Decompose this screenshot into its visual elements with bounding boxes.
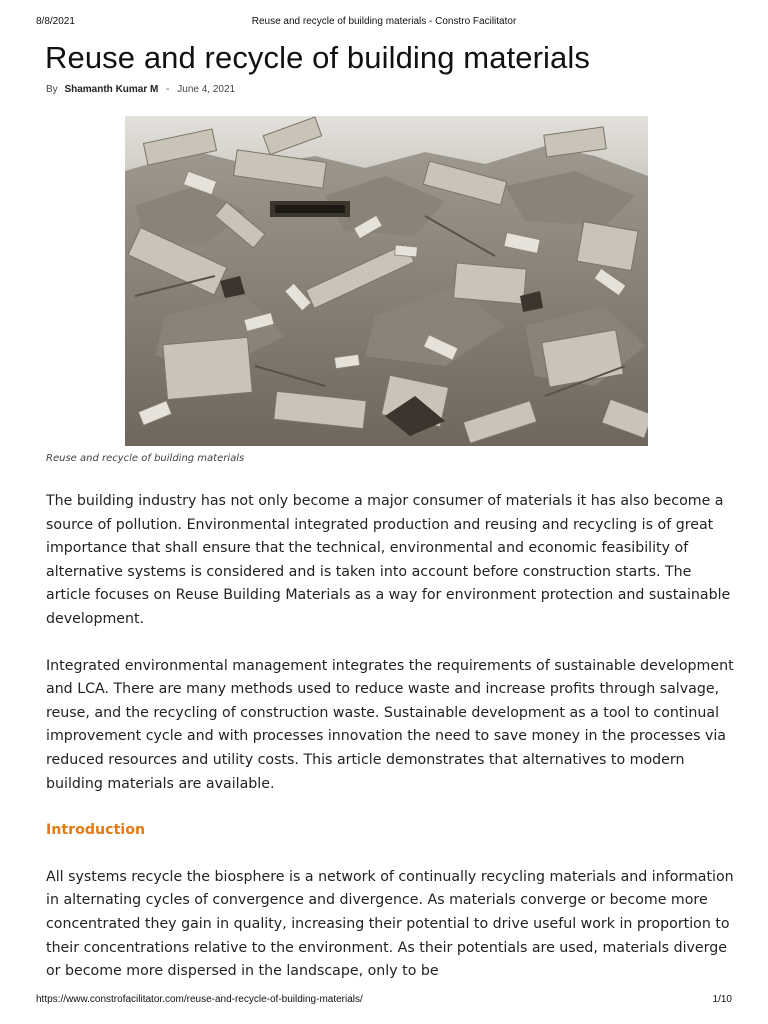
print-header <box>36 16 732 30</box>
article-body <box>46 490 736 1007</box>
paragraph-introduction: All systems recycle the biosphere is a network of continually recycling materials and information in alternating cycles of convergence and divergence. As materials converge or become more concentrated they gain in quality, increasing their potential to drive useful work in proportion to their concentrations relative to the environment. As their potentials are used, materials diverge or become more dispersed in the landscape, only to be <box>46 868 734 980</box>
paragraph-2: Integrated environmental management integrates the requirements of sustainable development and LCA. There are many methods used to reduce waste and increase profits through salvage, reuse, and the recycling of construction waste. Sustainable development as a tool to continual improvement cycle and with processes innovation the need to save money in the processes via reduced resources and utility costs. This article demonstrates that alternatives to modern building materials are available. <box>46 657 734 792</box>
print-footer <box>36 994 732 1008</box>
byline-separator: - <box>166 84 170 95</box>
print-date: 8/8/2021 <box>36 16 75 27</box>
author-link[interactable]: Shamanth Kumar M <box>64 84 159 95</box>
byline-prefix: By <box>46 84 58 95</box>
page-number: 1/10 <box>712 994 732 1005</box>
paragraph-1: The building industry has not only become a major consumer of materials it has also become a source of pollution. Environmental integrated production and reusing and recycling is of great importance that shall ensure that the technical, environmental and economic feasibility of alternative systems is considered and is taken into account before construction starts. The article focuses on Reuse Building Materials as a way for environment protection and sustainable development. <box>46 493 731 627</box>
article-image <box>125 116 648 446</box>
print-document-title: Reuse and recycle of building materials - Constro Facilitator <box>251 16 517 27</box>
page-url-link[interactable]: https://www.constrofacilitator.com/reuse-and-recycle-of-building-materials/ <box>36 994 363 1005</box>
byline <box>46 84 235 95</box>
article-title: Reuse and recycle of building materials <box>45 40 590 75</box>
rubble-photo-illustration <box>125 116 648 446</box>
section-heading-introduction: Introduction <box>46 822 146 839</box>
image-caption: Reuse and recycle of building materials <box>46 453 245 464</box>
publish-date: June 4, 2021 <box>177 84 236 95</box>
